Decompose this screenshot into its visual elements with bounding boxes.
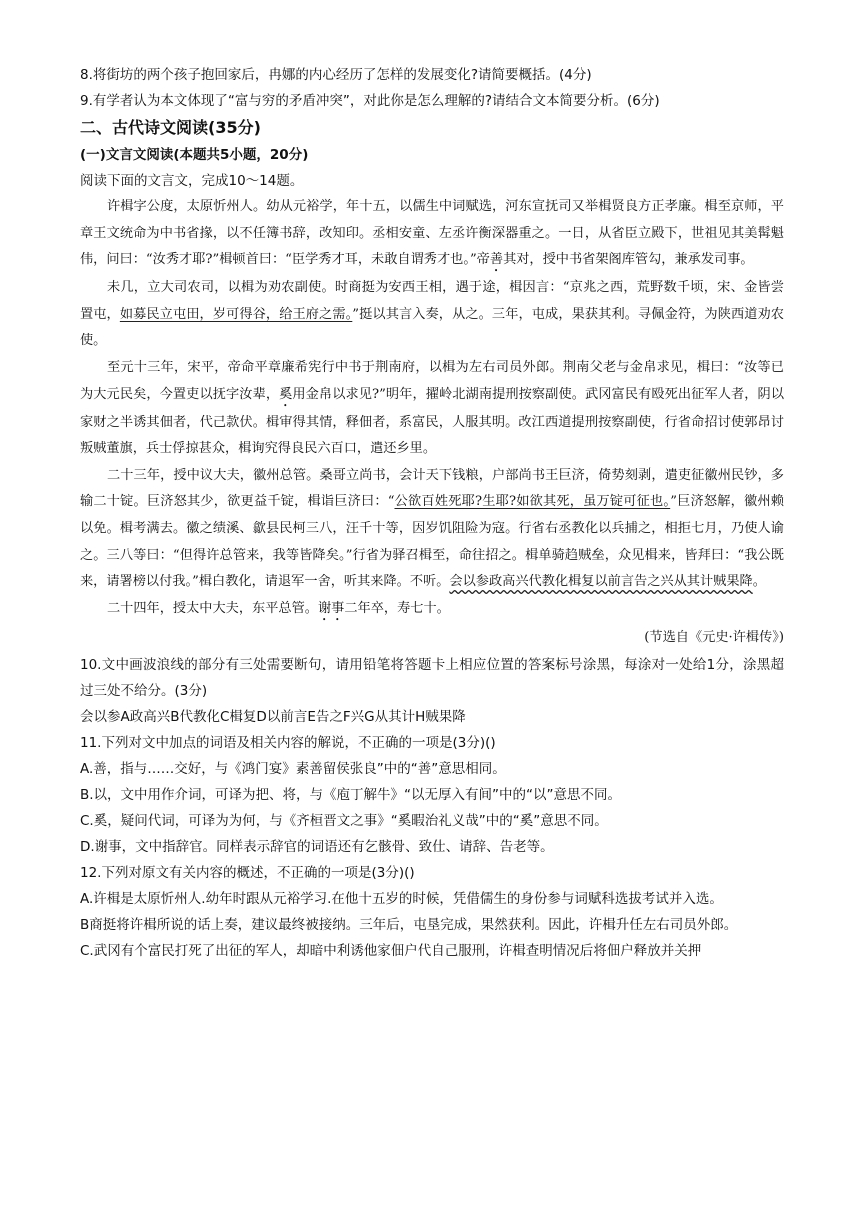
wavy-underlined-sentence: 会以参政高兴代教化楫复以前言告之兴从其计贼果降 [449,574,753,590]
passage-source: (节选自《元史·许楫传》) [644,629,784,645]
dotted-word-xieshi: 谢事 [318,600,345,616]
underlined-sentence-1: 如募民立屯田，岁可得谷，给王府之需。 [119,306,353,322]
section-subtitle: (一)文言文阅读(本题共5小题，20分) [80,147,309,163]
question-10: 10.文中画波浪线的部分有三处需要断句，请用铅笔将答题卡上相应位置的答案标号涂黑，每涂对一处给1分，涂黑超过三处不给分。(3分) [80,656,784,699]
question-12-option-a: A.许楫是太原忻州人.幼年时跟从元裕学习.在他十五岁的时候，凭借儒生的身份参与词赋科选拔考试并入选。 [80,890,723,907]
question-12-option-c: C.武冈有个富民打死了出征的军人，却暗中利诱他家佃户代自己服刑，许楫查明情况后将佃户释放并关押 [80,942,702,959]
question-11-option-d: D.谢事，文中指辞官。同样表示辞官的词语还有乞骸骨、致仕、请辞、告老等。 [80,838,554,855]
dotted-word-xi: 奚 [279,386,293,402]
section-title: 二、古代诗文阅读(35分) [80,118,261,137]
question-12-option-b: B商挺将许楫所说的话上奏，建议最终被接纳。三年后，屯垦完成，果然获利。因此，许楫升任左右司员外郎。 [80,916,738,933]
question-11-option-a: A.善，指与……交好，与《鸿门宴》素善留侯张良”中的“善”意思相同。 [80,760,506,777]
passage-text: 其对，授中书省架阁库管勾，兼承发司事。 [503,252,754,268]
passage-text: 未几，立大司农司，以楫为劝农副使。时商挺为安西王相，遇于途，楫因言：“京兆之西，荒野数千顷，宋、金皆尝置屯， [80,280,784,322]
question-11-option-b: B.以，文中用作介词，可译为把、将，与《庖丁解牛》“以无厚入有间”中的“以”意思不同。 [80,786,622,803]
question-8: 8.将街坊的两个孩子抱回家后，冉娜的内心经历了怎样的发展变化?请简要概括。(4分) [80,67,592,83]
passage-text: ”挺以其言入奏，从之。三年，屯成，果获其利。寻佩金符，为陕西道劝农使。 [80,306,784,349]
passage-text: 用金帛以求见?”明年，擢岭北湖南提刑按察副使。武冈富民有殴死出征军人者，阴以家财之半诱其佃者，代己款伏。楫审得其情，释佃者，系富民，人服其明。改江西道提刑按察副使，行省命招讨使郭昂讨叛贼董旗，兵士俘掠甚众，楫询究得良民六百口，遣还乡里。 [80,386,785,457]
question-10-options: 会以参A政高兴B代教化C楫复D以前言E告之F兴G从其计H贼果降 [80,708,466,725]
question-9: 9.有学者认为本文体现了“富与穷的矛盾冲突”，对此你是怎么理解的?请结合文本简要分析。(6分) [80,93,660,109]
question-11-option-c: C.奚，疑问代词，可译为为何，与《齐桓晋文之事》“奚暇治礼义哉”中的“奚”意思不同。 [80,812,608,829]
underlined-sentence-2: 公欲百姓死耶?生耶?如欲其死，虽万锭可征也。 [394,494,671,510]
page [80,62,784,964]
question-12: 12.下列对原文有关内容的概述，不正确的一项是(3分)() [80,864,415,881]
passage-text: 二十四年，授太中大夫，东平总管。 [107,600,318,616]
passage-paragraph-5 [80,596,784,624]
passage-text: 至元十三年，宋平，帝命平章廉希宪行中书于荆南府，以楫为左右司员外郎。荆南父老与金帛求见，楫曰：“汝等已为大元民矣，今置吏以抚字汝辈， [80,359,784,402]
passage-text: ”巨济怒解，徽州赖以免。楫考满去。徽之绩溪、歙县民柯三八，汪千十等，因岁饥阻险为寇。行省右丞教化以兵捕之，相拒七月，乃使人谕之。三八等曰：“但得许总管来，我等皆降矣。”行省为驿召楫至，命往招之。楫单骑趋贼垒，众见楫来，皆拜曰：“我公既来，请署榜以付我。”楫白教化，请退军一舍，听其来降。不听。会以参政高兴代教化楫复以前言告之兴从其计贼果降。 [80,494,784,590]
passage-text: 许楫字公度，太原忻州人。幼从元裕学，年十五，以儒生中词赋选，河东宣抚司又举楫贤良方正孝廉。楫至京师，平章王文统命为中书省掾，以不任簿书辞，改知印。丞相安童、左丞许衡深器重之。一日，从省臣立殿下，世祖见其美髯魁伟，问曰：“汝秀才耶?”楫顿首曰：“臣学秀才耳，未敢自谓秀才也。”帝 [80,199,784,268]
passage-text: 二年卒，寿七十。 [344,600,450,616]
passage-paragraph-3 [80,355,784,463]
passage-text: 二十三年，授中议大夫，徽州总管。桑哥立尚书，会计天下钱粮，户部尚书王巨济，倚势刻剥，遣吏征徽州民钞，多输二十锭。巨济怒其少，欲更益千锭，楫诣巨济曰：“ [80,467,784,510]
dotted-word-shan: 善 [489,252,504,268]
question-11: 11.下列对文中加点的词语及相关内容的解说，不正确的一项是(3分)() [80,734,496,751]
passage-paragraph-4 [80,463,784,596]
section-instruction: 阅读下面的文言文，完成10～14题。 [80,173,304,189]
passage-paragraph-1 [80,194,784,275]
passage-paragraph-2 [80,275,784,355]
